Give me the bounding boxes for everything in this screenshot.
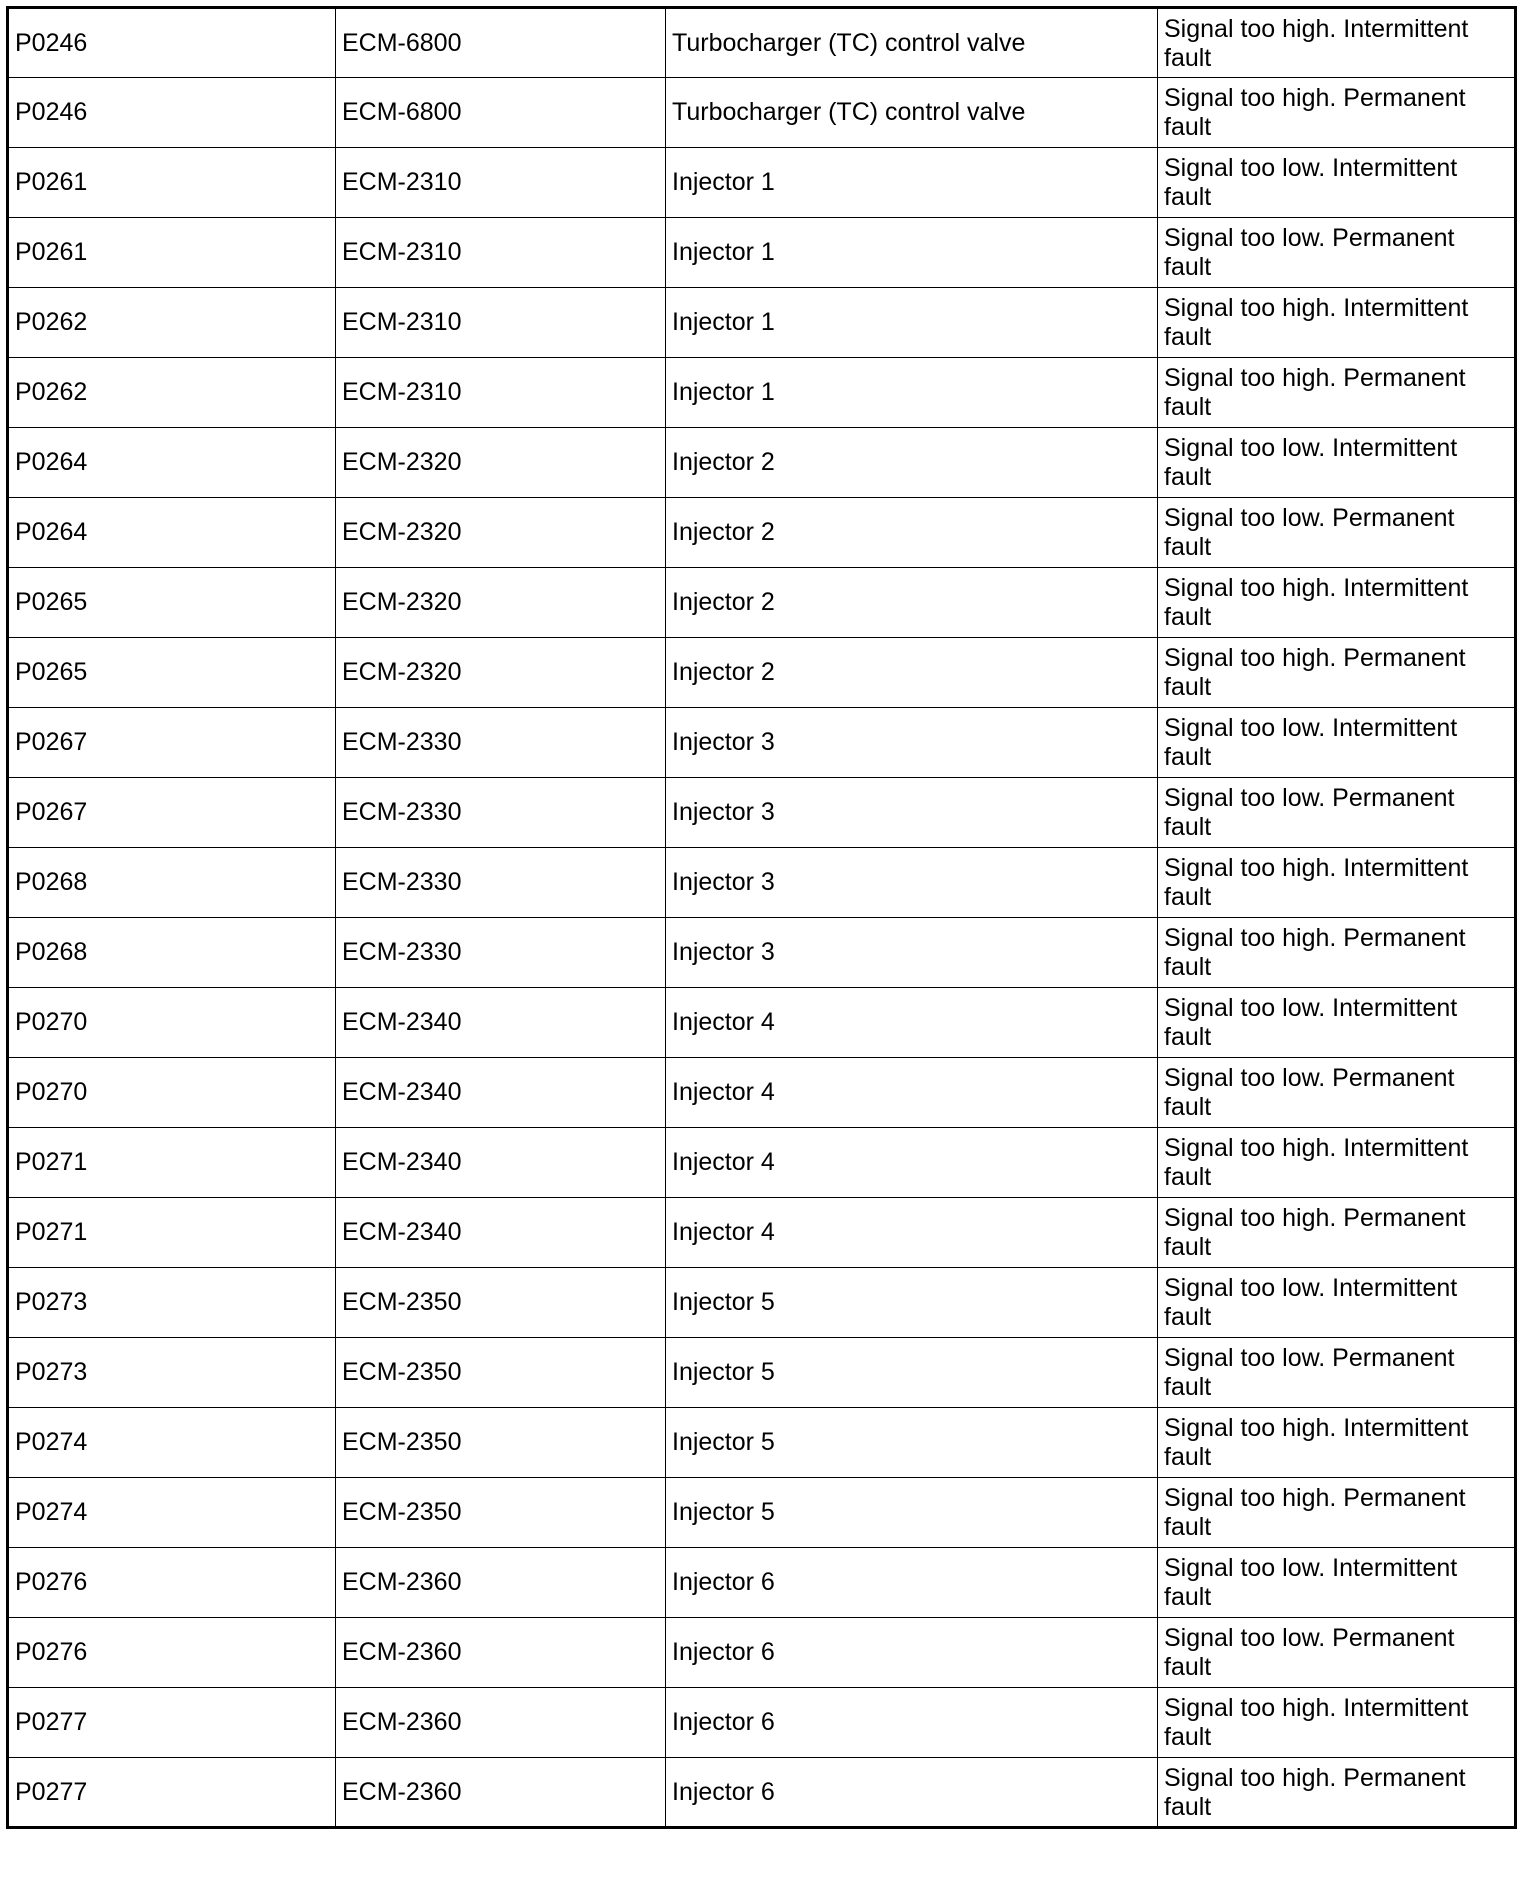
dtc-code-cell: P0274 — [8, 1408, 336, 1478]
fault-description-cell: Signal too low. Permanent fault — [1158, 218, 1516, 288]
component-cell: Injector 1 — [666, 288, 1158, 358]
ecm-code-cell: ECM-2350 — [336, 1478, 666, 1548]
table-row — [8, 1688, 1516, 1758]
component-cell: Injector 5 — [666, 1408, 1158, 1478]
dtc-code-cell: P0246 — [8, 8, 336, 78]
table-row — [8, 918, 1516, 988]
ecm-code-cell: ECM-2340 — [336, 1128, 666, 1198]
ecm-code-cell: ECM-2350 — [336, 1338, 666, 1408]
ecm-code-cell: ECM-2310 — [336, 358, 666, 428]
component-cell: Injector 6 — [666, 1618, 1158, 1688]
fault-description-cell: Signal too low. Intermittent fault — [1158, 1268, 1516, 1338]
component-cell: Injector 2 — [666, 568, 1158, 638]
component-cell: Injector 2 — [666, 428, 1158, 498]
fault-description-cell: Signal too high. Intermittent fault — [1158, 568, 1516, 638]
ecm-code-cell: ECM-2310 — [336, 218, 666, 288]
ecm-code-cell: ECM-2310 — [336, 148, 666, 218]
component-cell: Injector 1 — [666, 358, 1158, 428]
fault-description-cell: Signal too low. Intermittent fault — [1158, 708, 1516, 778]
dtc-code-cell: P0262 — [8, 288, 336, 358]
dtc-code-cell: P0268 — [8, 848, 336, 918]
dtc-code-cell: P0261 — [8, 218, 336, 288]
ecm-code-cell: ECM-2340 — [336, 988, 666, 1058]
dtc-code-cell: P0271 — [8, 1198, 336, 1268]
dtc-code-cell: P0246 — [8, 78, 336, 148]
dtc-code-cell: P0273 — [8, 1338, 336, 1408]
dtc-code-cell: P0270 — [8, 1058, 336, 1128]
component-cell: Injector 1 — [666, 218, 1158, 288]
ecm-code-cell: ECM-2330 — [336, 708, 666, 778]
component-cell: Injector 4 — [666, 1128, 1158, 1198]
fault-description-cell: Signal too high. Permanent fault — [1158, 1758, 1516, 1828]
dtc-code-cell: P0265 — [8, 568, 336, 638]
table-row — [8, 1618, 1516, 1688]
table-row — [8, 1128, 1516, 1198]
ecm-code-cell: ECM-2350 — [336, 1408, 666, 1478]
dtc-code-cell: P0274 — [8, 1478, 336, 1548]
component-cell: Injector 1 — [666, 148, 1158, 218]
ecm-code-cell: ECM-2360 — [336, 1548, 666, 1618]
table-row — [8, 428, 1516, 498]
component-cell: Injector 3 — [666, 848, 1158, 918]
fault-description-cell: Signal too high. Intermittent fault — [1158, 288, 1516, 358]
fault-description-cell: Signal too low. Permanent fault — [1158, 778, 1516, 848]
ecm-code-cell: ECM-2360 — [336, 1688, 666, 1758]
fault-description-cell: Signal too low. Permanent fault — [1158, 1618, 1516, 1688]
table-row — [8, 8, 1516, 78]
component-cell: Injector 6 — [666, 1548, 1158, 1618]
table-row — [8, 1198, 1516, 1268]
table-row — [8, 1338, 1516, 1408]
fault-description-cell: Signal too high. Permanent fault — [1158, 918, 1516, 988]
dtc-code-cell: P0277 — [8, 1758, 336, 1828]
ecm-code-cell: ECM-2320 — [336, 428, 666, 498]
table-row — [8, 1548, 1516, 1618]
fault-description-cell: Signal too high. Permanent fault — [1158, 78, 1516, 148]
dtc-code-cell: P0270 — [8, 988, 336, 1058]
fault-description-cell: Signal too low. Intermittent fault — [1158, 428, 1516, 498]
dtc-code-cell: P0264 — [8, 428, 336, 498]
table-row — [8, 568, 1516, 638]
ecm-code-cell: ECM-2330 — [336, 848, 666, 918]
dtc-code-cell: P0265 — [8, 638, 336, 708]
table-row — [8, 1478, 1516, 1548]
ecm-code-cell: ECM-2320 — [336, 568, 666, 638]
ecm-code-cell: ECM-2330 — [336, 778, 666, 848]
table-row — [8, 358, 1516, 428]
table-row — [8, 1058, 1516, 1128]
dtc-code-cell: P0264 — [8, 498, 336, 568]
fault-description-cell: Signal too low. Permanent fault — [1158, 1058, 1516, 1128]
dtc-code-cell: P0276 — [8, 1618, 336, 1688]
ecm-code-cell: ECM-2320 — [336, 638, 666, 708]
component-cell: Injector 6 — [666, 1688, 1158, 1758]
component-cell: Injector 6 — [666, 1758, 1158, 1828]
fault-description-cell: Signal too high. Intermittent fault — [1158, 1128, 1516, 1198]
fault-description-cell: Signal too high. Permanent fault — [1158, 638, 1516, 708]
fault-description-cell: Signal too high. Intermittent fault — [1158, 1408, 1516, 1478]
component-cell: Injector 3 — [666, 918, 1158, 988]
ecm-code-cell: ECM-6800 — [336, 8, 666, 78]
component-cell: Injector 5 — [666, 1478, 1158, 1548]
component-cell: Injector 4 — [666, 1058, 1158, 1128]
ecm-code-cell: ECM-2320 — [336, 498, 666, 568]
fault-description-cell: Signal too high. Intermittent fault — [1158, 1688, 1516, 1758]
ecm-code-cell: ECM-2360 — [336, 1758, 666, 1828]
ecm-code-cell: ECM-2330 — [336, 918, 666, 988]
fault-description-cell: Signal too low. Intermittent fault — [1158, 988, 1516, 1058]
fault-description-cell: Signal too low. Permanent fault — [1158, 1338, 1516, 1408]
table-row — [8, 218, 1516, 288]
table-row — [8, 1408, 1516, 1478]
fault-description-cell: Signal too high. Permanent fault — [1158, 1478, 1516, 1548]
ecm-code-cell: ECM-2340 — [336, 1198, 666, 1268]
table-row — [8, 848, 1516, 918]
table-row — [8, 638, 1516, 708]
fault-code-table — [6, 6, 1517, 1829]
component-cell: Injector 3 — [666, 778, 1158, 848]
fault-code-table-body — [8, 8, 1516, 1828]
ecm-code-cell: ECM-2310 — [336, 288, 666, 358]
dtc-code-cell: P0261 — [8, 148, 336, 218]
table-row — [8, 1758, 1516, 1828]
table-row — [8, 778, 1516, 848]
fault-description-cell: Signal too low. Permanent fault — [1158, 498, 1516, 568]
ecm-code-cell: ECM-2350 — [336, 1268, 666, 1338]
table-row — [8, 288, 1516, 358]
component-cell: Injector 4 — [666, 988, 1158, 1058]
table-row — [8, 498, 1516, 568]
fault-description-cell: Signal too high. Intermittent fault — [1158, 8, 1516, 78]
fault-description-cell: Signal too high. Permanent fault — [1158, 1198, 1516, 1268]
dtc-code-cell: P0276 — [8, 1548, 336, 1618]
ecm-code-cell: ECM-2360 — [336, 1618, 666, 1688]
dtc-code-cell: P0277 — [8, 1688, 336, 1758]
table-row — [8, 148, 1516, 218]
fault-description-cell: Signal too high. Permanent fault — [1158, 358, 1516, 428]
dtc-code-cell: P0267 — [8, 708, 336, 778]
table-row — [8, 1268, 1516, 1338]
dtc-code-cell: P0262 — [8, 358, 336, 428]
dtc-code-cell: P0271 — [8, 1128, 336, 1198]
component-cell: Injector 3 — [666, 708, 1158, 778]
ecm-code-cell: ECM-6800 — [336, 78, 666, 148]
dtc-code-cell: P0267 — [8, 778, 336, 848]
component-cell: Injector 2 — [666, 498, 1158, 568]
fault-description-cell: Signal too low. Intermittent fault — [1158, 148, 1516, 218]
component-cell: Injector 5 — [666, 1268, 1158, 1338]
table-row — [8, 708, 1516, 778]
table-row — [8, 78, 1516, 148]
component-cell: Turbocharger (TC) control valve — [666, 8, 1158, 78]
component-cell: Injector 2 — [666, 638, 1158, 708]
fault-description-cell: Signal too low. Intermittent fault — [1158, 1548, 1516, 1618]
component-cell: Injector 5 — [666, 1338, 1158, 1408]
component-cell: Turbocharger (TC) control valve — [666, 78, 1158, 148]
dtc-code-cell: P0268 — [8, 918, 336, 988]
component-cell: Injector 4 — [666, 1198, 1158, 1268]
fault-description-cell: Signal too high. Intermittent fault — [1158, 848, 1516, 918]
table-row — [8, 988, 1516, 1058]
ecm-code-cell: ECM-2340 — [336, 1058, 666, 1128]
dtc-code-cell: P0273 — [8, 1268, 336, 1338]
